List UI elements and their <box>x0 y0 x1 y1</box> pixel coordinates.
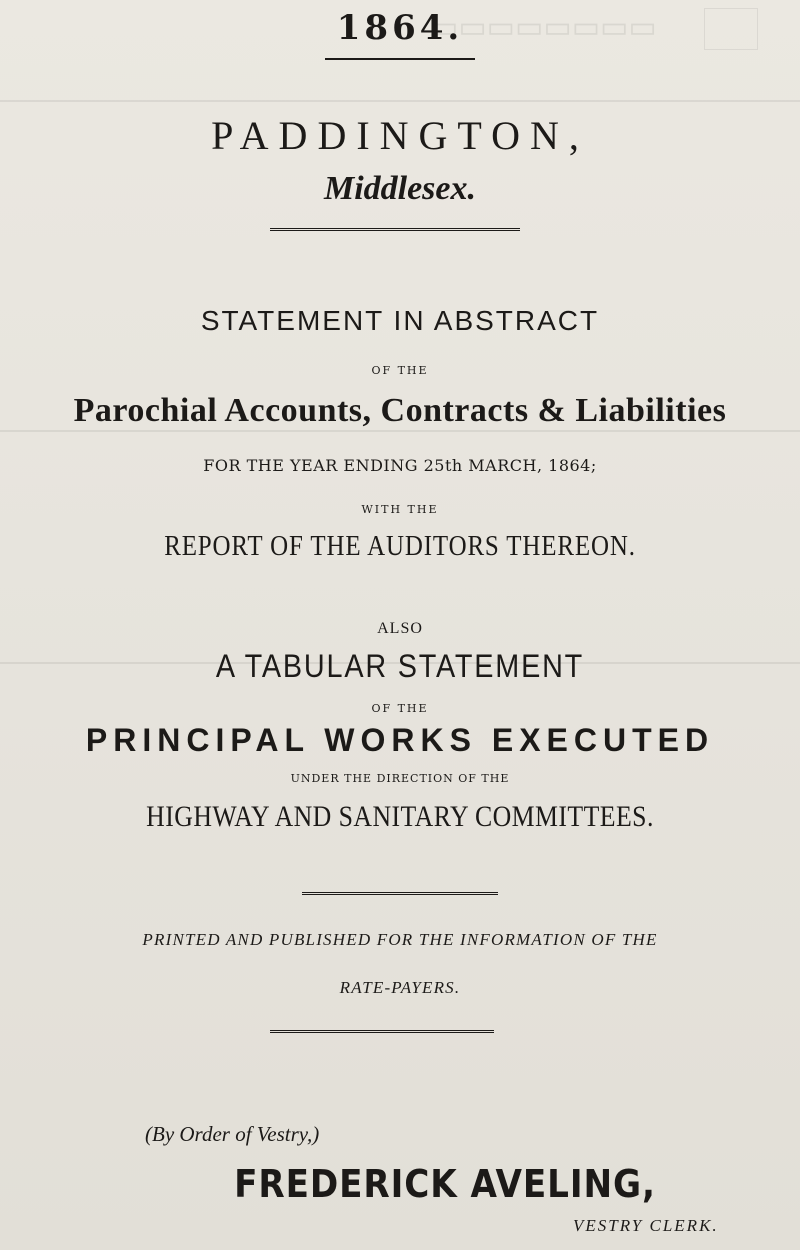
of-the-label-2: OF THE <box>371 702 429 715</box>
auditors-report-heading: REPORT OF THE AUDITORS THEREON. <box>164 530 636 562</box>
by-order-of-vestry: (By Order of Vestry,) <box>145 1122 320 1146</box>
footer-divider <box>270 1030 494 1036</box>
committees-heading: HIGHWAY AND SANITARY COMMITTEES. <box>146 800 654 833</box>
accounts-title: Parochial Accounts, Contracts & Liabilities <box>73 392 727 429</box>
tabular-statement-heading: A TABULAR STATEMENT <box>215 648 585 684</box>
document-year: 1864. <box>336 8 464 48</box>
parish-name: PADDINGTON, <box>211 113 589 158</box>
principal-works-heading: PRINCIPAL WORKS EXECUTED <box>85 722 715 758</box>
show-through-text: ▭▭▭▭▭▭▭▭ <box>430 11 657 44</box>
committees-divider <box>302 892 498 898</box>
year-ending-line: FOR THE YEAR ENDING 25th MARCH, 1864; <box>203 456 597 475</box>
year-underline <box>325 58 475 60</box>
printed-notice-line-2: RATE-PAYERS. <box>339 978 461 997</box>
county-name: Middlesex. <box>323 170 477 207</box>
under-direction-label: UNDER THE DIRECTION OF THE <box>290 772 510 785</box>
also-label: ALSO <box>377 620 423 637</box>
of-the-label: OF THE <box>371 364 429 377</box>
show-through-line <box>0 100 800 102</box>
statement-heading: STATEMENT IN ABSTRACT <box>200 305 600 336</box>
show-through-line <box>0 430 800 432</box>
title-divider <box>270 228 520 234</box>
clerk-title: VESTRY CLERK. <box>573 1216 719 1235</box>
printed-notice-line-1: PRINTED AND PUBLISHED FOR THE INFORMATION OF THE <box>142 930 658 949</box>
with-the-label: WITH THE <box>361 503 439 516</box>
clerk-name: FREDERICK AVELING, <box>234 1162 656 1206</box>
